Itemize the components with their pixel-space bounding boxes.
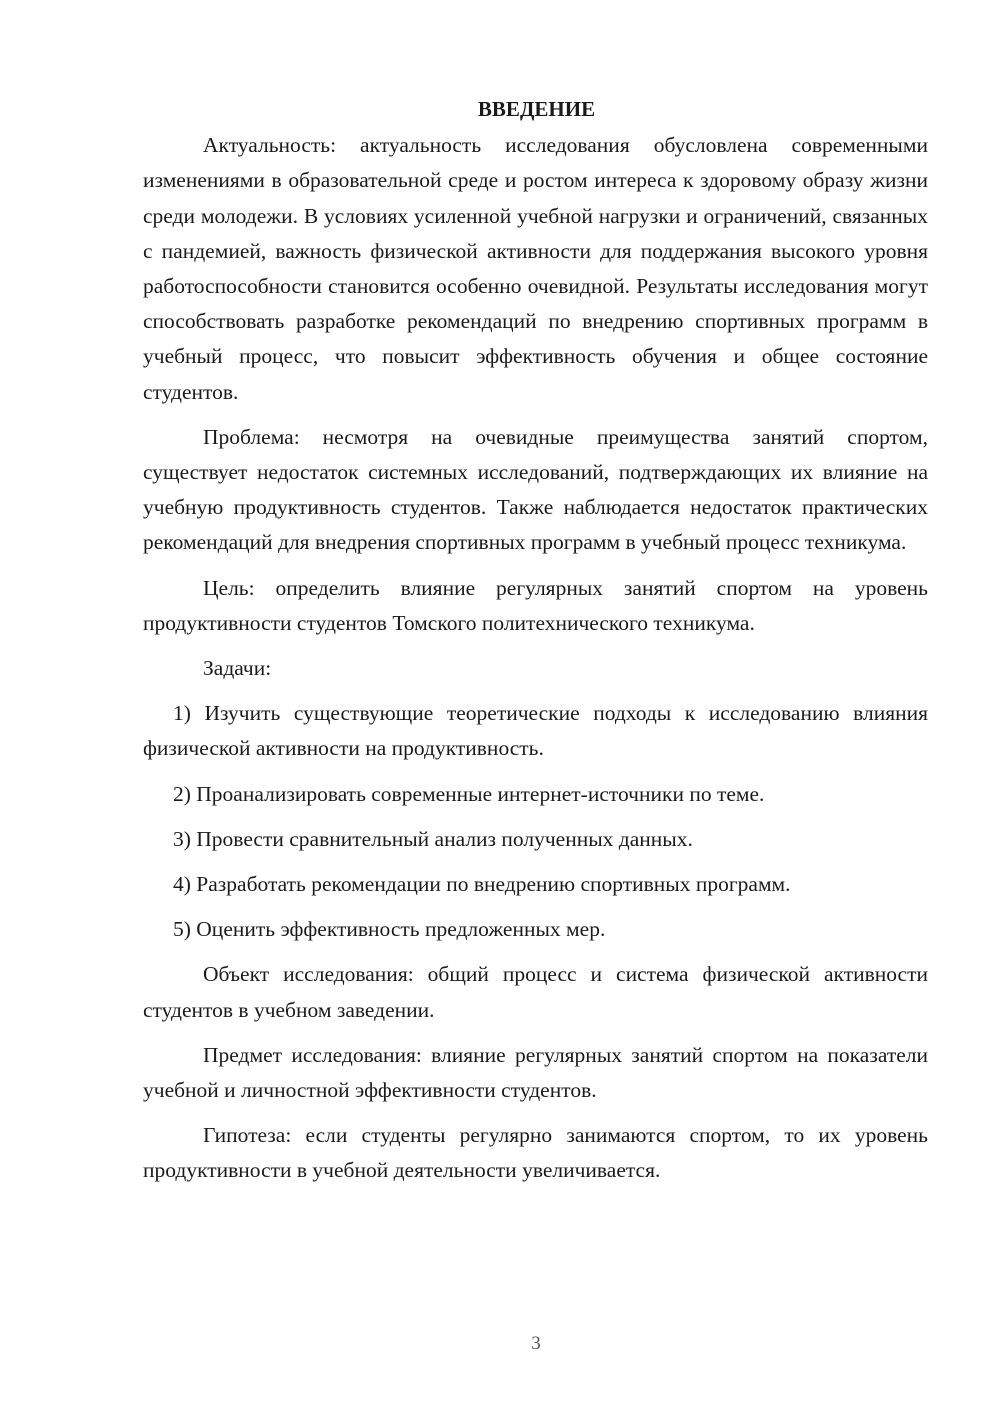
goal-paragraph: Цель: определить влияние регулярных занятий спортом на уровень продуктивности студентов Томского политехнического техникума. [143, 575, 928, 635]
task-item: 4) Разработать рекомендации по внедрению спортивных программ. [173, 872, 791, 897]
task-item: 5) Оценить эффективность предложенных мер. [173, 917, 606, 942]
tasks-list [143, 696, 928, 947]
page-title: ВВЕДЕНИЕ [477, 97, 596, 121]
object-paragraph: Объект исследования: общий процесс и система физической активности студентов в учебном заведении. [143, 962, 928, 1022]
task-item: 1) Изучить существующие теоретические подходы к исследованию влияния физической активности на продуктивность. [143, 701, 928, 761]
tasks-heading: Задачи: [203, 656, 272, 681]
task-item: 3) Провести сравнительный анализ полученных данных. [173, 826, 693, 851]
hypothesis-paragraph: Гипотеза: если студенты регулярно занимаются спортом, то их уровень продуктивности в учебной деятельности увеличивается. [143, 1123, 928, 1183]
task-item: 2) Проанализировать современные интернет-источники по теме. [173, 781, 765, 806]
document-body [143, 92, 928, 1189]
problem-paragraph: Проблема: несмотря на очевидные преимущества занятий спортом, существует недостаток системных исследований, подтверждающих их влияние на учебную продуктивность студентов. Также наблюдается недостаток практических рекомендаций для внедрения спортивных программ в учебный процесс техникума. [143, 424, 928, 555]
page-number: 3 [531, 1333, 541, 1354]
relevance-paragraph: Актуальность: актуальность исследования обусловлена современными изменениями в образовательной среде и ростом интереса к здоровому образу жизни среди молодежи. В условиях усиленной учебной нагрузки и ограничений, связанных с пандемией, важность физической активности для поддержания высокого уровня работоспособности становится особенно очевидной. Результаты исследования могут способствовать разработке рекомендаций по внедрению спортивных программ в учебный процесс, что повысит эффективность обучения и общее состояние студентов. [143, 133, 928, 404]
subject-paragraph: Предмет исследования: влияние регулярных занятий спортом на показатели учебной и личностной эффективности студентов. [143, 1042, 928, 1103]
